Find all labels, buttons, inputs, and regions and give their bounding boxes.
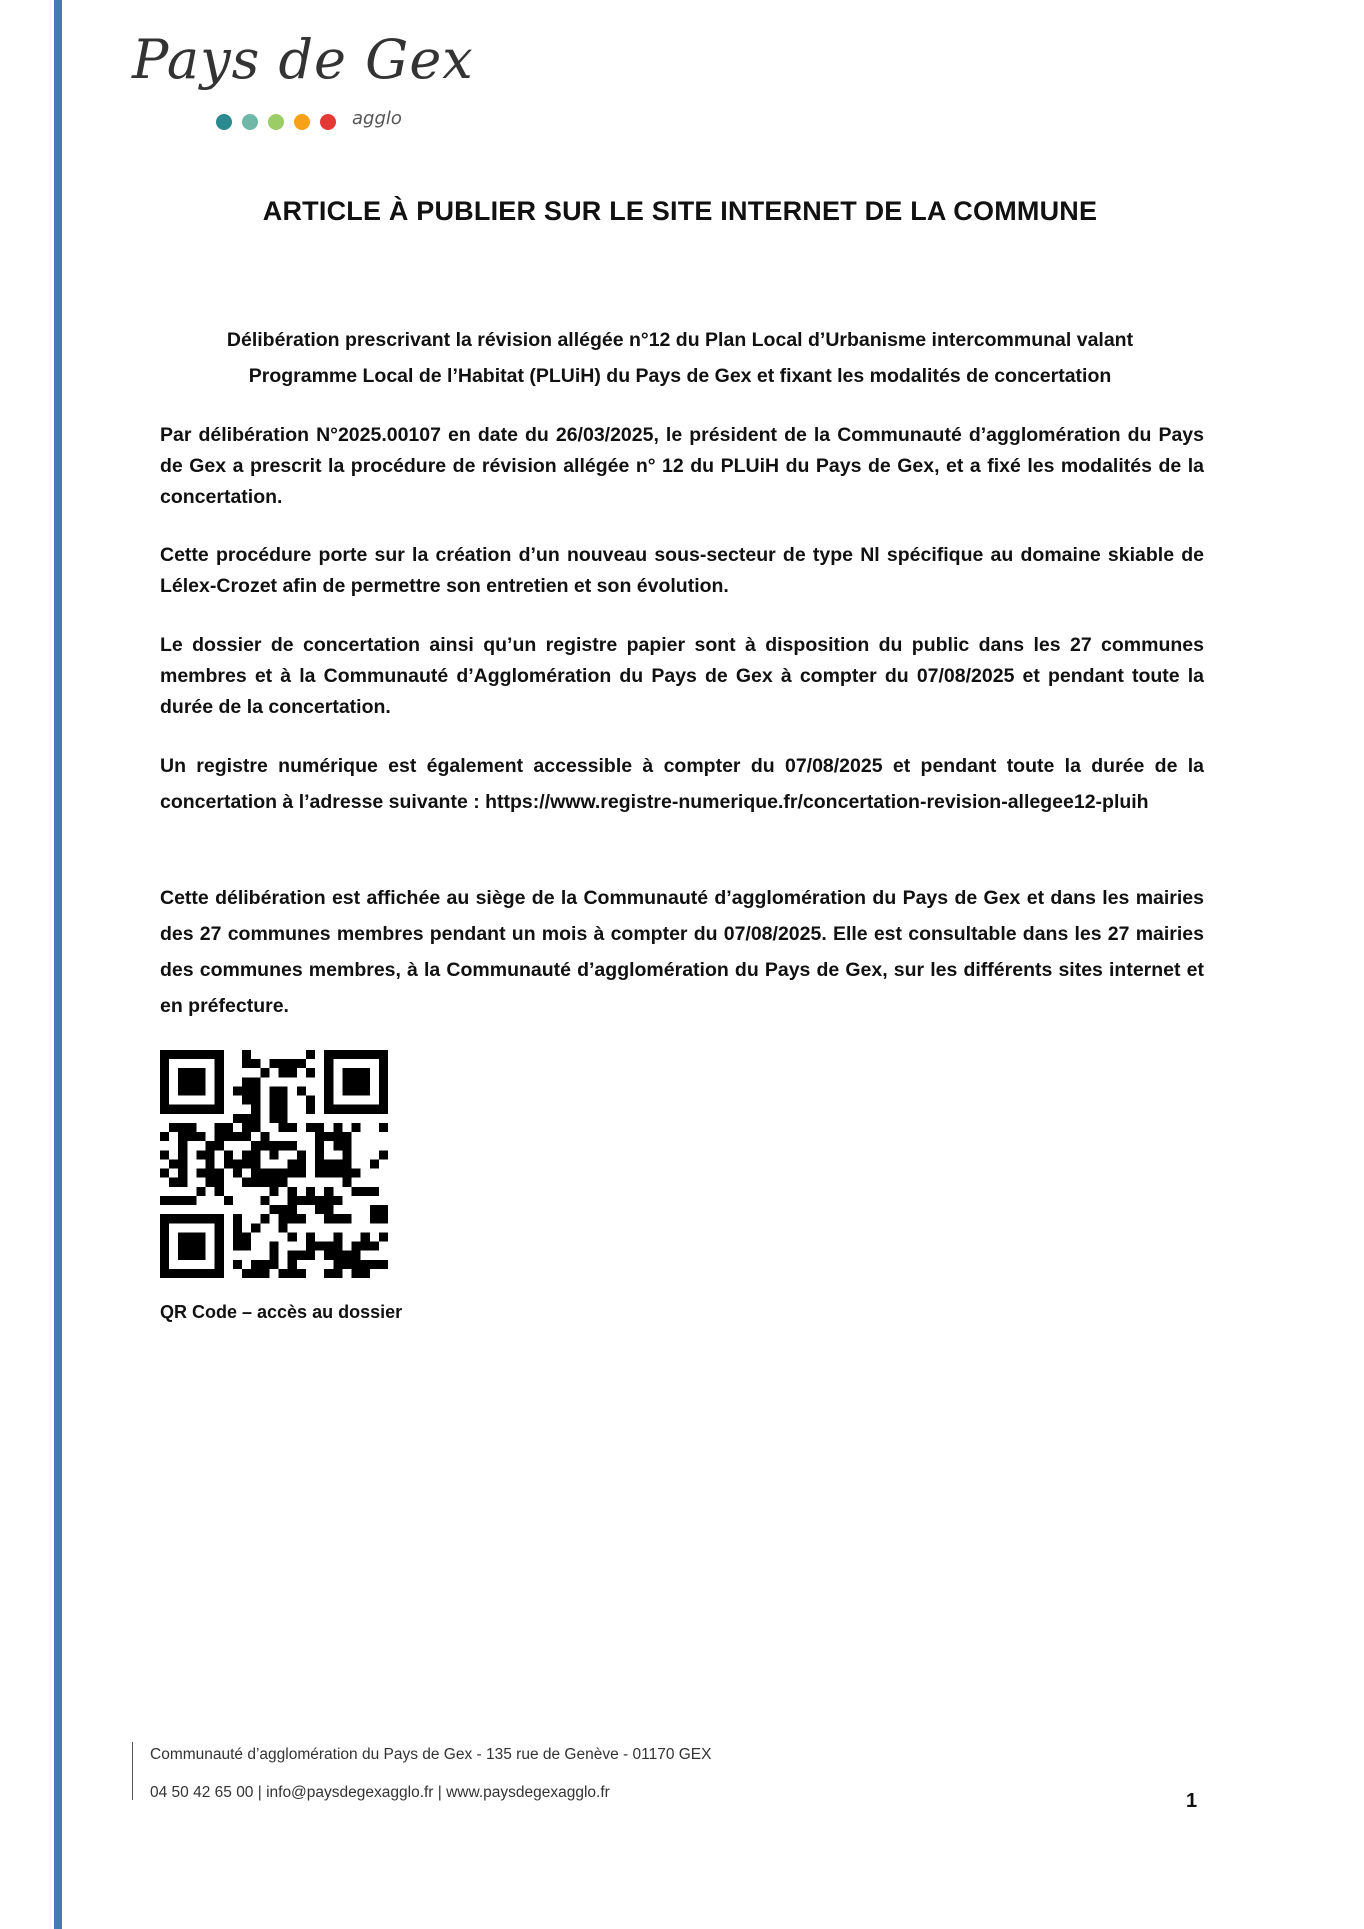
deliberation-heading-line: Programme Local de l’Habitat (PLUiH) du Pays de Gex et fixant les modalités de concertation [248,365,1112,387]
paragraph-dossier: Le dossier de concertation ainsi qu’un registre papier sont à disposition du public dans les 27 communes membres et à la Communauté d’Agglomération du Pays de Gex à compter du 07/08/2025 et pendant toute la durée de la concertation. [160,634,1204,718]
page-title: ARTICLE À PUBLIER SUR LE SITE INTERNET DE LA COMMUNE [262,196,1098,226]
deliberation-heading-line: Délibération prescrivant la révision allégée n°12 du Plan Local d’Urbanisme intercommunal valant [226,329,1134,351]
left-margin-bar [54,0,62,1929]
qr-code[interactable] [160,1050,388,1278]
footer-contact: 04 50 42 65 00 | info@paysdegexagglo.fr | www.paysdegexagglo.fr [150,1784,610,1801]
paragraph-affichage: Cette délibération est affichée au siège de la Communauté d’agglomération du Pays de Gex et dans les mairies des 27 communes membres pendant un mois à compter du 07/08/2025. Elle est consultable dans les 27 mairies des communes membres, à la Communauté d’agglomération du Pays de Gex, sur les différents sites internet et en préfecture. [160,887,1204,1017]
page-number: 1 [1186,1790,1198,1812]
footer-divider [132,1742,133,1800]
logo-dots [216,114,336,130]
logo-dot [242,114,258,130]
logo-dot [216,114,232,130]
logo-sub-text: agglo [352,108,402,129]
logo-dot [294,114,310,130]
paragraph-registre-numerique: Un registre numérique est également accessible à compter du 07/08/2025 et pendant toute la durée de la concertation à l’adresse suivante : https://www.registre-numerique.fr/concertation-revision-allegee12-pluih [160,755,1204,813]
logo-dot [320,114,336,130]
paragraph-procedure: Cette procédure porte sur la création d’un nouveau sous-secteur de type Nl spécifique au domaine skiable de Lélex-Crozet afin de permettre son entretien et son évolution. [160,544,1204,597]
qr-code-caption: QR Code – accès au dossier [160,1302,403,1322]
paragraph-deliberation: Par délibération N°2025.00107 en date du 26/03/2025, le président de la Communauté d’agglomération du Pays de Gex a prescrit la procédure de révision allégée n° 12 du PLUiH du Pays de Gex, et a fixé les modalités de la concertation. [160,424,1204,508]
deliberation-heading [150,322,1210,394]
pays-de-gex-logo [132,28,474,138]
logo-script-text: Pays de Gex [132,28,474,91]
footer-address: Communauté d’agglomération du Pays de Gex - 135 rue de Genève - 01170 GEX [150,1746,712,1763]
logo-dot [268,114,284,130]
